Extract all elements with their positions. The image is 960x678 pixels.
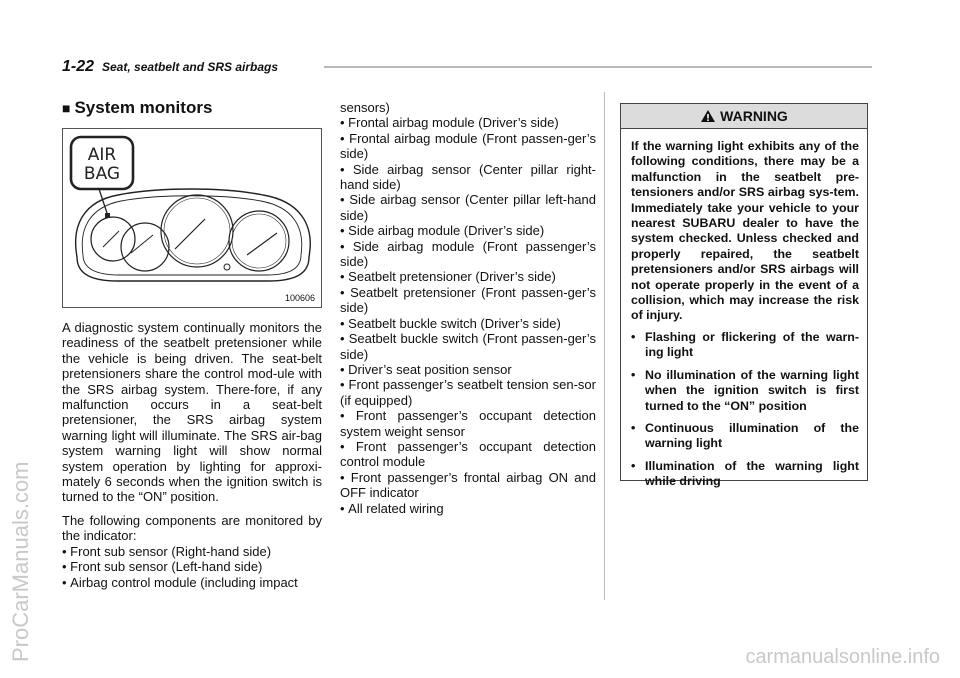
header-rule (324, 66, 872, 68)
section-title: Seat, seatbelt and SRS airbags (102, 60, 279, 74)
list-item: • Illumination of the warning light while driving (631, 459, 859, 490)
middle-column (340, 100, 596, 516)
column-divider (604, 92, 605, 600)
page-number: 1-22 (62, 58, 95, 75)
list-item: • Front sub sensor (Right-hand side) (62, 544, 322, 559)
list-item: • Seatbelt buckle switch (Front passen-ger’s side) (340, 331, 596, 362)
list-item: • Side airbag sensor (Center pillar left-hand side) (340, 192, 596, 223)
list-item: • Airbag control module (including impact (62, 575, 322, 590)
warning-paragraph: If the warning light exhibits any of the following conditions, there may be a malfunction in the seatbelt pre-tensioners and/or SRS airbag sys-tem. Immediately take your vehicle to your nearest SUBARU dealer to have the system checked. Unless checked and properly repaired, the seatbelt pretensioners and/or SRS airbags will not operate properly in the event of a collision, which may increase the risk of injury. (631, 139, 859, 323)
airbag-indicator-line1: AIR (87, 145, 117, 165)
list-item: • No illumination of the warning light when the ignition switch is first turned to the “ON” position (631, 368, 859, 414)
list-item: • All related wiring (340, 501, 596, 516)
page-header (62, 58, 872, 78)
left-column (62, 98, 322, 590)
list-item: • Flashing or flickering of the warn-ing light (631, 330, 859, 361)
middle-component-list (340, 115, 596, 516)
list-item: • Side airbag sensor (Center pillar right-hand side) (340, 162, 596, 193)
list-item: • Continuous illumination of the warning light (631, 421, 859, 452)
left-component-list (62, 544, 322, 590)
side-watermark: ProCarManuals.com (8, 461, 33, 662)
instrument-cluster-illustration (62, 128, 322, 308)
heading-text: System monitors (74, 98, 213, 117)
heading-square-icon: ■ (62, 100, 71, 116)
warning-body (621, 129, 867, 324)
list-item: • Front passenger’s frontal airbag ON and OFF indicator (340, 470, 596, 501)
list-item: • Seatbelt pretensioner (Driver’s side) (340, 269, 596, 284)
warning-triangle-icon (700, 109, 716, 123)
airbag-indicator-line2: BAG (83, 164, 121, 184)
figure-code: 100606 (284, 293, 315, 303)
list-item: • Seatbelt buckle switch (Driver’s side) (340, 316, 596, 331)
section-heading (62, 98, 322, 118)
list-item: • Front passenger’s seatbelt tension sen-sor (if equipped) (340, 377, 596, 408)
list-item: • Side airbag module (Driver’s side) (340, 223, 596, 238)
bottom-watermark: carmanualsonline.info (745, 646, 940, 668)
warning-box (620, 103, 868, 489)
paragraph-components-intro: The following components are monitored by the indicator: (62, 512, 322, 544)
list-item: • Seatbelt pretensioner (Front passen-ger’s side) (340, 285, 596, 316)
list-item: • Front passenger’s occupant detection control module (340, 439, 596, 470)
list-item: • Frontal airbag module (Front passen-ger’s side) (340, 131, 596, 162)
list-item: • Frontal airbag module (Driver’s side) (340, 115, 596, 130)
list-item: • Front passenger’s occupant detection system weight sensor (340, 408, 596, 439)
list-item: • Driver’s seat position sensor (340, 362, 596, 377)
list-item: • Front sub sensor (Left-hand side) (62, 559, 322, 574)
warning-title: WARNING (720, 108, 788, 124)
warning-conditions-list (621, 330, 867, 490)
instrument-cluster-drawing (63, 129, 321, 307)
list-item: • Side airbag module (Front passenger’s side) (340, 239, 596, 270)
warning-header (621, 104, 867, 129)
paragraph-diagnostic: A diagnostic system continually monitors the readiness of the seatbelt pretensioner while the vehicle is being driven. The seat-belt pretensioners share the control mod-ule with the SRS airbag system. There-fore, if any malfunction occurs in a seat-belt pretensioner, the SRS airbag system warning light will illuminate. The SRS air-bag system warning light will show normal system operation by lighting for approxi-mately 6 seconds when the ignition switch is turned to the “ON” position. (62, 320, 322, 505)
list-continuation: sensors) (340, 100, 390, 115)
